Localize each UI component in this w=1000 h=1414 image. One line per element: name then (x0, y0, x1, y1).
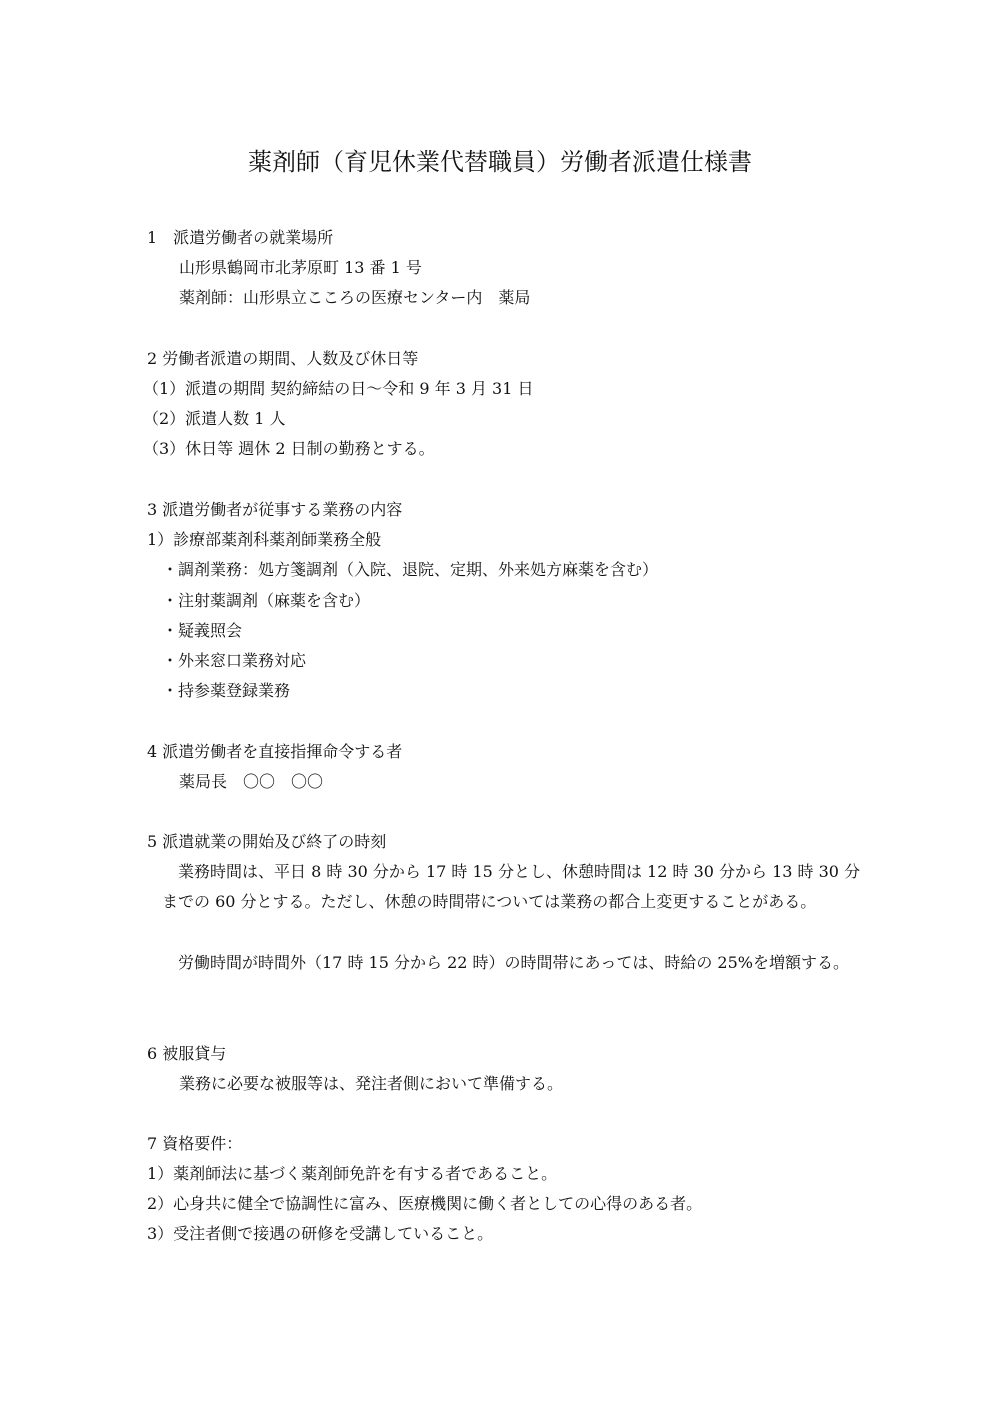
section-4-heading: 4 派遣労働者を直接指揮命令する者 (147, 742, 403, 761)
section-3-heading: 3 派遣労働者が従事する業務の内容 (147, 500, 403, 519)
qualification-item: 2）心身共に健全で協調性に富み、医療機関に働く者としての心得のある者。 (147, 1194, 703, 1213)
dispatch-headcount: （2）派遣人数 1 人 (143, 409, 286, 428)
workplace-location: 薬剤師：山形県立こころの医療センター内 薬局 (179, 288, 531, 307)
duty-bullet: ・疑義照会 (162, 621, 243, 640)
qualification-item: 1）薬剤師法に基づく薬剤師免許を有する者であること。 (147, 1164, 558, 1183)
duty-bullet: ・持参薬登録業務 (162, 681, 291, 700)
section-5-heading: 5 派遣就業の開始及び終了の時刻 (147, 832, 387, 851)
duty-summary: 1）診療部薬剤科薬剤師業務全般 (147, 530, 382, 549)
section-2-heading: 2 労働者派遣の期間、人数及び休日等 (147, 349, 419, 368)
supervisor: 薬局長 〇〇 〇〇 (179, 772, 324, 791)
document-title: 薬剤師（育児休業代替職員）労働者派遣仕様書 (248, 148, 752, 176)
section-1-heading: 1 派遣労働者の就業場所 (147, 228, 334, 247)
section-6-heading: 6 被服貸与 (147, 1044, 227, 1063)
uniform-text: 業務に必要な被服等は、発注者側において準備する。 (179, 1074, 564, 1093)
overtime-paragraph: 労働時間が時間外（17 時 15 分から 22 時）の時間帯にあっては、時給の 25%を増額する。 (162, 953, 849, 972)
working-hours-paragraph: 業務時間は、平日 8 時 30 分から 17 時 15 分とし、休憩時間は 12 時 30 分から 13 時 30 分までの 60 分とする。ただし、休憩の時間帯については業務の都合上変更することがある。 (162, 862, 861, 911)
duty-bullet: ・調剤業務：処方箋調剤（入院、退院、定期、外来処方麻薬を含む） (162, 560, 659, 579)
duty-bullet: ・注射薬調剤（麻薬を含む） (162, 591, 371, 610)
duty-bullet: ・外来窓口業務対応 (162, 651, 307, 670)
holidays: （3）休日等 週休 2 日制の勤務とする。 (143, 439, 435, 458)
workplace-address: 山形県鶴岡市北茅原町 13 番 1 号 (179, 258, 422, 277)
section-7-heading: 7 資格要件： (147, 1134, 243, 1153)
dispatch-period: （1）派遣の期間 契約締結の日～令和 9 年 3 月 31 日 (143, 379, 534, 398)
qualification-item: 3）受注者側で接遇の研修を受講していること。 (147, 1224, 494, 1243)
